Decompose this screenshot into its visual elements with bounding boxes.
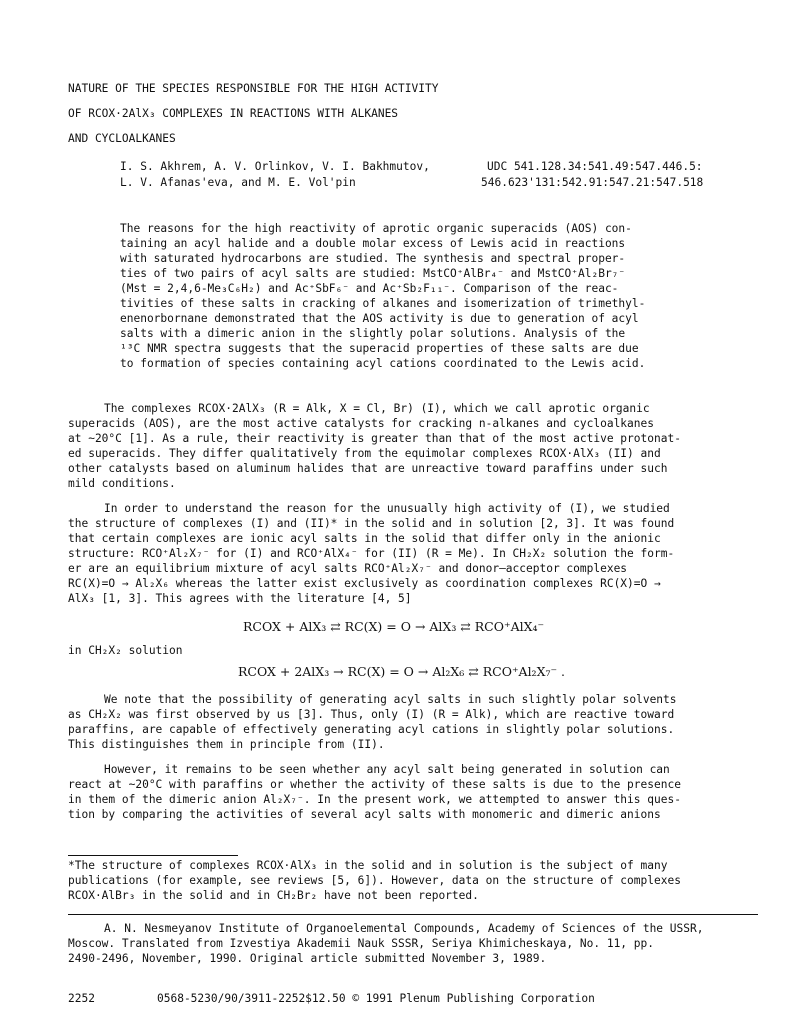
- affiliation-line: Moscow. Translated from Izvestiya Akademii Nauk SSSR, Seriya Khimicheskaya, No. 11, pp.: [68, 937, 654, 950]
- title-line-3: AND CYCLOALKANES: [68, 132, 176, 145]
- abstract-line: (Mst = 2,4,6-Me₃C₆H₂) and Ac⁺SbF₆⁻ and Ac⁺Sb₂F₁₁⁻. Comparison of the reac-: [120, 282, 619, 295]
- abstract-line: The reasons for the high reactivity of aprotic organic superacids (AOS) con-: [120, 222, 632, 235]
- body-line: In order to understand the reason for the unusually high activity of (I), we studied: [104, 502, 670, 515]
- affiliation-rule: [68, 914, 758, 915]
- abstract-line: to formation of species containing acyl cations coordinated to the Lewis acid.: [120, 357, 646, 370]
- body-line: superacids (AOS), are the most active catalysts for cracking n-alkanes and cycloalkanes: [68, 417, 654, 430]
- abstract-line: ties of two pairs of acyl salts are studied: MstCO⁺AlBr₄⁻ and MstCO⁺Al₂Br₇⁻: [120, 267, 626, 280]
- body-line: This distinguishes them in principle from (II).: [68, 738, 385, 751]
- footnote-line: *The structure of complexes RCOX·AlX₃ in the solid and in solution is the subject of many: [68, 859, 668, 872]
- body-line: tion by comparing the activities of several acyl salts with monomeric and dimeric anions: [68, 808, 661, 821]
- body-line: er are an equilibrium mixture of acyl salts RCO⁺Al₂X₇⁻ and donor–acceptor complexes: [68, 562, 628, 575]
- abstract-line: ¹³C NMR spectra suggests that the superacid properties of these salts are due: [120, 342, 639, 355]
- equation-1: RCOX + AlX₃ ⇄ RC(X) = O → AlX₃ ⇄ RCO⁺AlX₄⁻: [243, 619, 545, 634]
- body-line: that certain complexes are ionic acyl salts in the solid that differ only in the anionic: [68, 532, 661, 545]
- body-line: mild conditions.: [68, 477, 176, 490]
- footnote-line: RCOX·AlBr₃ in the solid and in CH₂Br₂ have not been reported.: [68, 889, 479, 902]
- body-line: The complexes RCOX·2AlX₃ (R = Alk, X = Cl, Br) (I), which we call aprotic organic: [104, 402, 650, 415]
- body-line: at ~20°C [1]. As a rule, their reactivity is greater than that of the most active protonat-: [68, 432, 681, 445]
- body-line: other catalysts based on aluminum halides that are unreactive toward paraffins under such: [68, 462, 668, 475]
- udc-line-1: UDC 541.128.34:541.49:547.446.5:: [487, 160, 703, 173]
- footnote-line: publications (for example, see reviews [5, 6]). However, data on the structure of complexes: [68, 874, 681, 887]
- body-line: structure: RCO⁺Al₂X₇⁻ for (I) and RCO⁺AlX₄⁻ for (II) (R = Me). In CH₂X₂ solution the form-: [68, 547, 675, 560]
- abstract-line: tivities of these salts in cracking of alkanes and isomerization of trimethyl-: [120, 297, 646, 310]
- body-line: However, it remains to be seen whether any acyl salt being generated in solution can: [104, 763, 670, 776]
- abstract-line: salts with a dimeric anion in the slightly polar solutions. Analysis of the: [120, 327, 626, 340]
- body-line: We note that the possibility of generating acyl salts in such slightly polar solvents: [104, 693, 677, 706]
- authors-line-1: I. S. Akhrem, A. V. Orlinkov, V. I. Bakhmutov,: [120, 160, 430, 173]
- affiliation-line: 2490-2496, November, 1990. Original article submitted November 3, 1989.: [68, 952, 547, 965]
- body-line: RC(X)=O → Al₂X₆ whereas the latter exist exclusively as coordination complexes RC(X)=O →: [68, 577, 661, 590]
- body-line: paraffins, are capable of effectively generating acyl cations in slightly polar solutions.: [68, 723, 675, 736]
- page-number: 2252: [68, 992, 95, 1005]
- title-line-1: NATURE OF THE SPECIES RESPONSIBLE FOR THE HIGH ACTIVITY: [68, 82, 439, 95]
- equation-2: RCOX + 2AlX₃ → RC(X) = O → Al₂X₆ ⇄ RCO⁺Al₂X₇⁻ .: [238, 664, 566, 679]
- affiliation-line: A. N. Nesmeyanov Institute of Organoelemental Compounds, Academy of Sciences of the USSR,: [104, 922, 704, 935]
- body-line: ed superacids. They differ qualitatively from the equimolar complexes RCOX·AlX₃ (II) and: [68, 447, 661, 460]
- authors-line-2: L. V. Afanas'eva, and M. E. Vol'pin: [120, 176, 356, 189]
- udc-line-2: 546.623'131:542.91:547.21:547.518: [481, 176, 704, 189]
- abstract-line: taining an acyl halide and a double molar excess of Lewis acid in reactions: [120, 237, 626, 250]
- body-line: the structure of complexes (I) and (II)* in the solid and in solution [2, 3]. It was found: [68, 517, 675, 530]
- abstract-line: enenorbornane demonstrated that the AOS activity is due to generation of acyl: [120, 312, 639, 325]
- body-line: in them of the dimeric anion Al₂X₇⁻. In the present work, we attempted to answer this ques-: [68, 793, 681, 806]
- body-line: as CH₂X₂ was first observed by us [3]. Thus, only (I) (R = Alk), which are reactive toward: [68, 708, 675, 721]
- in-solution-text: in CH₂X₂ solution: [68, 644, 183, 657]
- title-line-2: OF RCOX·2AlX₃ COMPLEXES IN REACTIONS WITH ALKANES: [68, 107, 399, 120]
- footnote-rule: [68, 855, 238, 856]
- copyright-line: 0568-5230/90/3911-2252$12.50 © 1991 Plenum Publishing Corporation: [157, 992, 595, 1005]
- body-line: AlX₃ [1, 3]. This agrees with the literature [4, 5]: [68, 592, 412, 605]
- abstract-line: with saturated hydrocarbons are studied. The synthesis and spectral proper-: [120, 252, 626, 265]
- body-line: react at ~20°C with paraffins or whether the activity of these salts is due to the presence: [68, 778, 681, 791]
